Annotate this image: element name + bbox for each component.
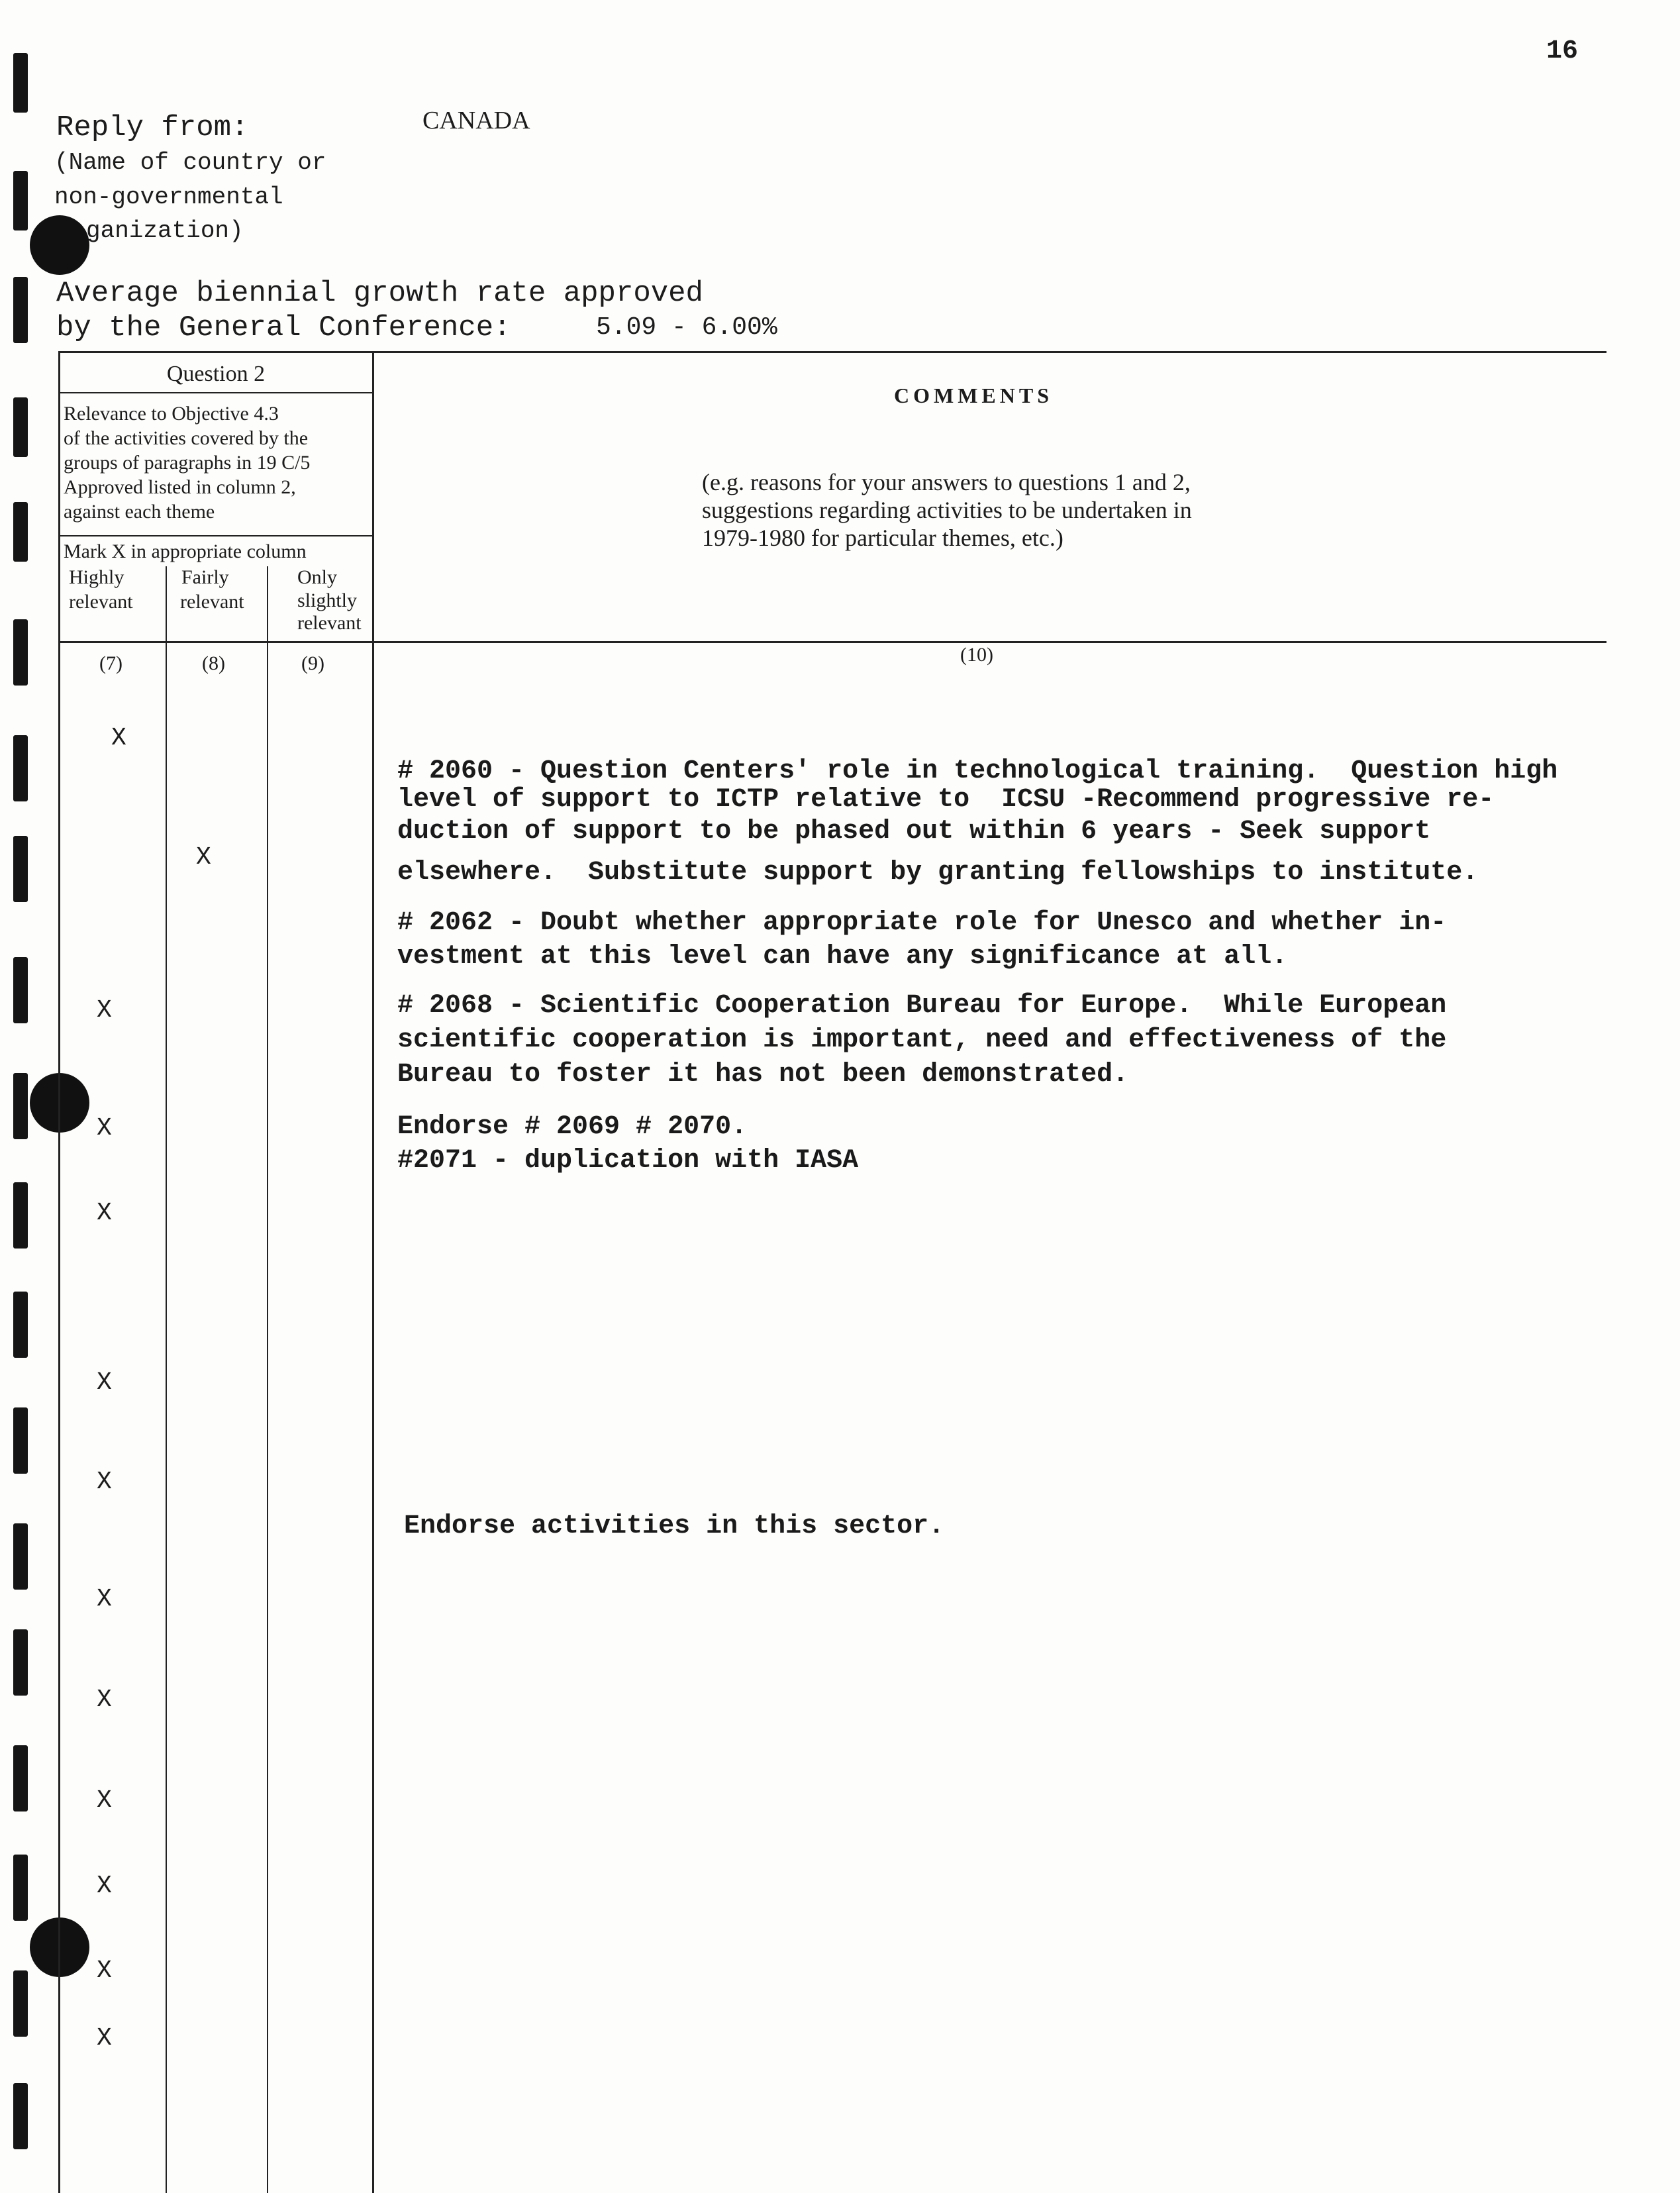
question-title-rule [58,392,373,393]
binding-mark [13,53,28,113]
relevance-mark: X [97,1368,112,1397]
relevance-mark: X [97,2024,112,2053]
page-number: 16 [1546,36,1579,66]
comment-2062-line1: # 2062 - Doubt whether appropriate role for Unesco and whether in- [397,908,1447,938]
relevance-mark: X [97,1585,112,1613]
binding-mark [13,1407,28,1474]
growth-rate-line1: Average biennial growth rate approved [56,277,703,310]
relevance-mark: X [111,724,126,752]
binding-mark [13,619,28,686]
growth-rate-value: 5.09 - 6.00% [596,313,777,342]
comments-hint-line3: 1979-1980 for particular themes, etc.) [702,525,1063,551]
binding-mark [13,1182,28,1249]
relevance-line-2: of the activities covered by the [64,427,309,449]
binding-mark [13,735,28,801]
binding-mark [13,397,28,457]
comment-2060-line4: elsewhere. Substitute support by granting fellowships to institute. [397,858,1479,888]
relevance-mark: X [97,996,112,1025]
name-hint-line3: ganization) [86,217,244,244]
comment-2068-line1: # 2068 - Scientific Cooperation Bureau for Europe. While European [397,991,1447,1021]
binding-mark [13,1523,28,1590]
relevance-mark: X [97,1686,112,1714]
relevance-mark: X [97,1199,112,1227]
relevance-line-1: Relevance to Objective 4.3 [64,403,279,425]
binding-mark [13,1629,28,1696]
mark-instruction-rule [58,535,373,536]
relevance-line-5: against each theme [64,501,215,523]
binding-mark [13,277,28,343]
binding-mark [13,1073,28,1139]
relevance-mark: X [97,1114,112,1143]
growth-rate-line2: by the General Conference: [56,311,511,344]
binding-mark [13,2083,28,2149]
reply-from-label: Reply from: [56,111,249,144]
endorse-2069-2070: Endorse # 2069 # 2070. [397,1112,748,1142]
relevance-line-4: Approved listed in column 2, [64,476,296,498]
comments-title: COMMENTS [894,383,1053,407]
binding-mark [13,502,28,562]
binding-mark [13,957,28,1023]
punch-hole [30,215,89,275]
binding-mark [13,1970,28,2037]
comment-2060-line1: # 2060 - Question Centers' role in technological training. Question high [397,756,1558,786]
col-divider-only [267,566,268,2193]
table-top-rule [58,351,1606,353]
col-only-line1: Only [297,566,337,588]
relevance-line-3: groups of paragraphs in 19 C/5 [64,452,311,474]
name-hint-line2: non-governmental [54,183,283,211]
col-only-line3: relevant [297,612,362,634]
comments-hint-line1: (e.g. reasons for your answers to questions 1 and 2, [702,469,1191,495]
name-hint-line1: (Name of country or [54,149,326,176]
col-fairly-line1: Fairly [181,566,229,588]
relevance-mark: X [97,1468,112,1496]
comments-hint-line2: suggestions regarding activities to be undertaken in [702,497,1192,523]
comment-2068-line2: scientific cooperation is important, need and effectiveness of the [397,1025,1447,1055]
relevance-mark: X [97,1872,112,1900]
col-number-10: (10) [960,644,993,666]
col-fairly-line2: relevant [180,591,244,613]
comment-2068-line3: Bureau to foster it has not been demonstrated. [397,1060,1129,1090]
comments-divider [372,351,374,2193]
country-name: CANADA [422,107,530,134]
col-divider-fairly [166,566,167,2193]
comment-2071: #2071 - duplication with IASA [397,1146,859,1176]
binding-mark [13,836,28,902]
col-number-9: (9) [301,652,324,674]
col-highly-line2: relevant [69,591,133,613]
binding-mark [13,1292,28,1358]
endorse-sector: Endorse activities in this sector. [404,1511,945,1541]
col-only-line2: slightly [297,589,358,611]
binding-mark [13,1745,28,1811]
table-left-border [58,351,60,2193]
relevance-mark: X [97,1786,112,1815]
mark-instruction: Mark X in appropriate column [64,540,307,562]
col-number-7: (7) [99,652,123,674]
relevance-mark: X [97,1957,112,1985]
comment-2062-line2: vestment at this level can have any significance at all. [397,942,1288,972]
question-title: Question 2 [166,362,266,386]
binding-mark [13,1855,28,1921]
table-header-bottom-rule [58,641,1606,643]
relevance-mark: X [196,843,211,872]
comment-2060-line3: duction of support to be phased out within 6 years - Seek support [397,817,1431,846]
col-highly-line1: Highly [69,566,124,588]
col-number-8: (8) [202,652,225,674]
binding-mark [13,171,28,230]
comment-2060-line2: level of support to ICTP relative to ICSU -Recommend progressive re- [397,785,1495,815]
